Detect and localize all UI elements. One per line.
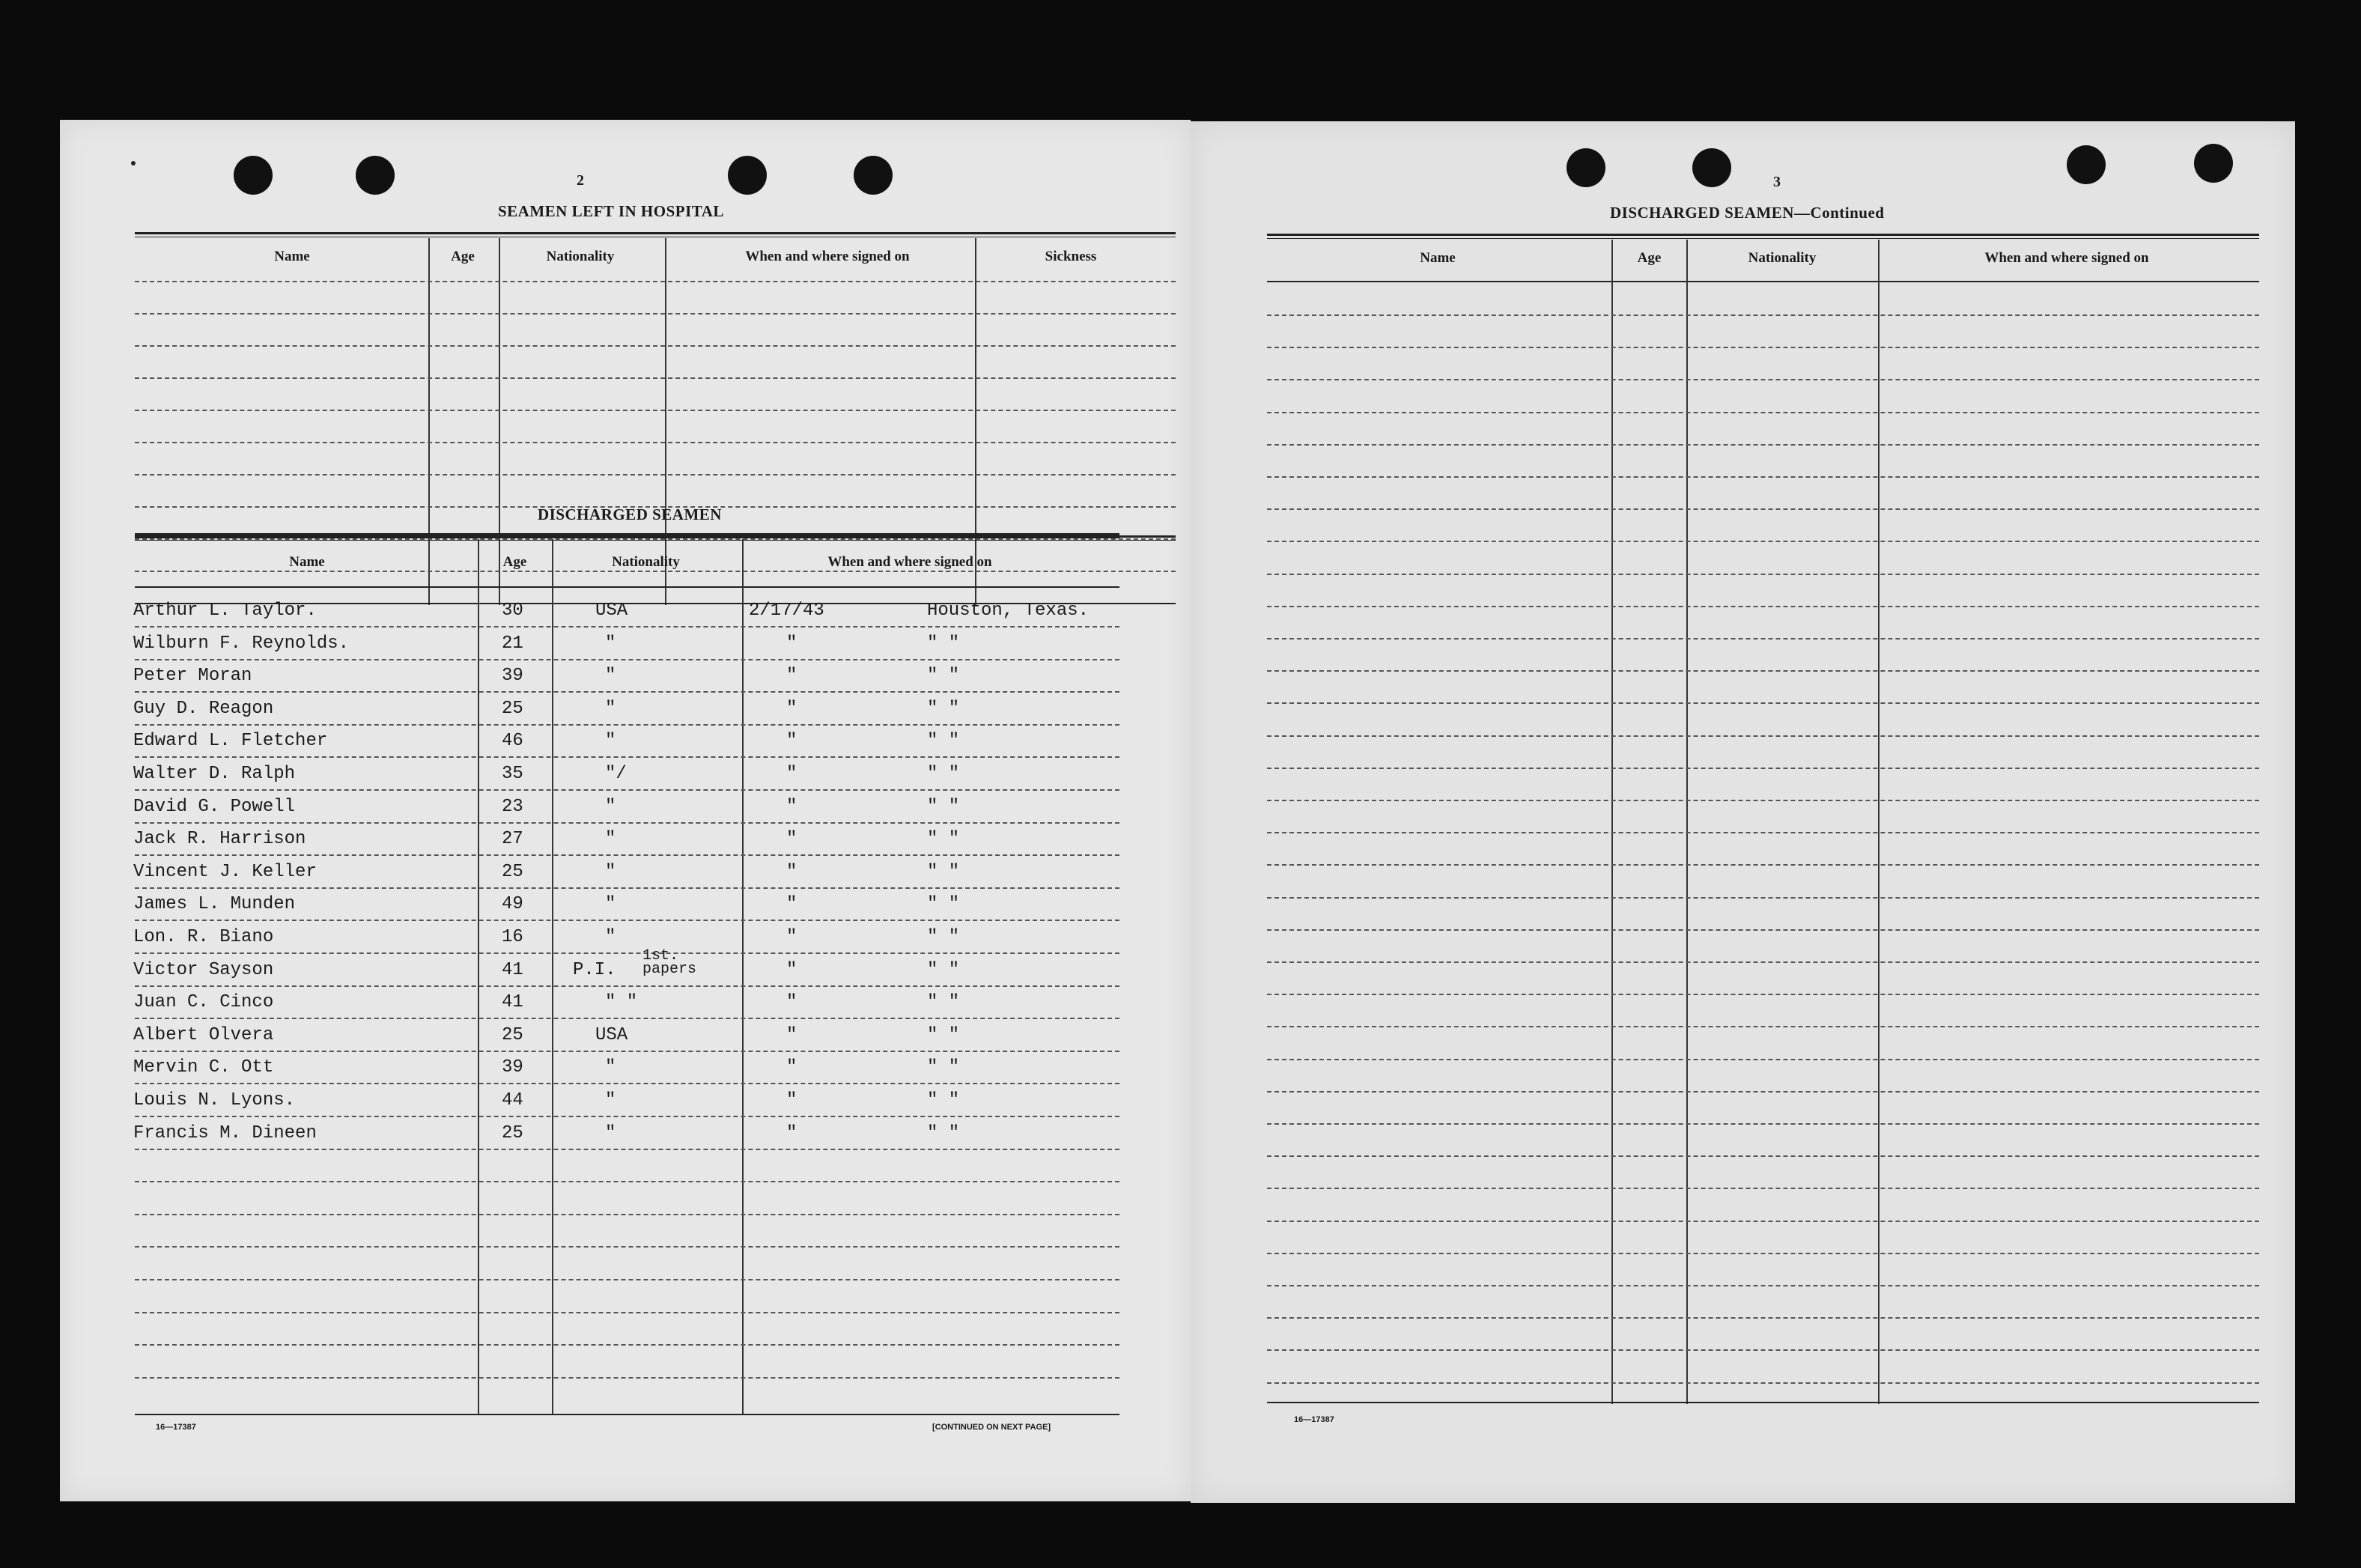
column-divider bbox=[499, 238, 500, 605]
seaman-nationality: " bbox=[605, 1122, 616, 1143]
seaman-nationality: " bbox=[605, 1090, 616, 1110]
seaman-nationality: " bbox=[605, 698, 616, 719]
row-rule bbox=[1267, 606, 2259, 607]
row-rule bbox=[135, 691, 1119, 693]
row-rule bbox=[135, 756, 1119, 758]
seaman-name: Mervin C. Ott bbox=[133, 1057, 274, 1078]
signed-on-date: " bbox=[786, 731, 797, 752]
seaman-age: 16 bbox=[502, 927, 523, 947]
signed-on-place: " " bbox=[927, 698, 960, 719]
signed-on-place: " " bbox=[927, 894, 960, 915]
seaman-nationality: " bbox=[605, 829, 616, 850]
row-rule bbox=[1267, 800, 2259, 801]
column-divider bbox=[975, 238, 976, 605]
row-rule bbox=[1267, 1155, 2259, 1157]
table-top-rule bbox=[135, 540, 1176, 541]
column-header: Sickness bbox=[1045, 249, 1097, 264]
seaman-age: 41 bbox=[502, 959, 523, 980]
signed-on-date: " bbox=[786, 633, 797, 654]
signed-on-date: " bbox=[786, 861, 797, 882]
row-rule bbox=[135, 920, 1119, 921]
signed-on-place: " " bbox=[927, 764, 960, 784]
seaman-nationality: " bbox=[605, 1057, 616, 1078]
seaman-nationality: P.I. bbox=[573, 959, 616, 980]
row-rule bbox=[135, 659, 1119, 660]
punch-hole bbox=[2067, 145, 2106, 184]
signed-on-date: " bbox=[786, 894, 797, 915]
row-rule bbox=[135, 410, 1176, 411]
signed-on-place: " " bbox=[927, 1090, 960, 1110]
column-divider bbox=[665, 238, 666, 605]
seaman-name: Francis M. Dineen bbox=[133, 1122, 317, 1143]
signed-on-place: " " bbox=[927, 1024, 960, 1045]
column-divider bbox=[478, 539, 479, 1415]
row-rule bbox=[1267, 702, 2259, 704]
row-rule bbox=[135, 854, 1119, 856]
row-rule bbox=[1267, 1317, 2259, 1319]
seaman-age: 21 bbox=[502, 633, 523, 654]
table-top-rule bbox=[135, 232, 1176, 234]
seaman-name: James L. Munden bbox=[133, 894, 296, 915]
row-rule bbox=[1267, 541, 2259, 542]
signed-on-date: 2/17/43 bbox=[749, 601, 824, 621]
row-rule bbox=[1267, 347, 2259, 348]
row-rule bbox=[1267, 864, 2259, 866]
seaman-age: 39 bbox=[502, 666, 523, 687]
column-divider bbox=[552, 539, 553, 1415]
signed-on-place: " " bbox=[927, 927, 960, 947]
signed-on-date: " bbox=[786, 764, 797, 784]
row-rule bbox=[135, 1083, 1119, 1084]
column-header: Nationality bbox=[612, 554, 680, 570]
table-top-rule bbox=[135, 533, 1119, 535]
row-rule bbox=[135, 626, 1119, 627]
column-divider bbox=[428, 238, 430, 605]
column-header: Name bbox=[274, 249, 310, 264]
continued-section-title: DISCHARGED SEAMEN—Continued bbox=[1610, 204, 1885, 222]
row-rule bbox=[135, 1344, 1119, 1346]
seaman-nationality: USA bbox=[595, 1024, 628, 1045]
row-rule bbox=[1267, 1285, 2259, 1286]
signed-on-place: " " bbox=[927, 861, 960, 882]
signed-on-date: " bbox=[786, 698, 797, 719]
row-rule bbox=[135, 313, 1176, 314]
signed-on-place: " " bbox=[927, 829, 960, 850]
signed-on-date: " bbox=[786, 1057, 797, 1078]
column-header: Age bbox=[1637, 250, 1662, 266]
seaman-age: 23 bbox=[502, 796, 523, 817]
row-rule bbox=[135, 985, 1119, 987]
row-rule bbox=[1267, 476, 2259, 478]
seaman-nationality: " bbox=[605, 731, 616, 752]
table-top-rule bbox=[1267, 238, 2259, 239]
seaman-name: Wilburn F. Reynolds. bbox=[133, 633, 350, 654]
row-rule bbox=[135, 1279, 1119, 1280]
seaman-nationality: " bbox=[605, 633, 616, 654]
row-rule bbox=[1267, 1382, 2259, 1384]
signed-on-date: " bbox=[786, 927, 797, 947]
row-rule bbox=[135, 1214, 1119, 1215]
column-header: When and where signed on bbox=[1984, 250, 2149, 266]
seaman-name: Arthur L. Taylor. bbox=[133, 601, 317, 621]
signed-on-place: " " bbox=[927, 796, 960, 817]
punch-hole bbox=[1692, 148, 1731, 187]
seaman-age: 25 bbox=[502, 1024, 523, 1045]
row-rule bbox=[135, 952, 1119, 954]
seaman-age: 44 bbox=[502, 1090, 523, 1110]
punch-hole bbox=[2194, 144, 2233, 183]
seaman-age: 46 bbox=[502, 731, 523, 752]
continued-note: [CONTINUED ON NEXT PAGE] bbox=[932, 1423, 1051, 1432]
column-divider bbox=[742, 539, 744, 1415]
row-rule bbox=[1267, 638, 2259, 639]
seaman-nationality: " bbox=[605, 894, 616, 915]
column-header: Name bbox=[289, 554, 325, 570]
signed-on-date: " bbox=[786, 796, 797, 817]
discharged-section-title: DISCHARGED SEAMEN bbox=[538, 505, 722, 523]
signed-on-date: " bbox=[786, 666, 797, 687]
seaman-age: 25 bbox=[502, 1122, 523, 1143]
column-header: Age bbox=[502, 554, 527, 570]
signed-on-date: " bbox=[786, 1122, 797, 1143]
signed-on-date: " bbox=[786, 829, 797, 850]
row-rule bbox=[1267, 1188, 2259, 1189]
seaman-name: Peter Moran bbox=[133, 666, 252, 687]
seaman-nationality: " bbox=[605, 927, 616, 947]
column-header: Nationality bbox=[546, 249, 615, 264]
seaman-name: Victor Sayson bbox=[133, 959, 274, 980]
seaman-name: Walter D. Ralph bbox=[133, 764, 296, 784]
signed-on-place: " " bbox=[927, 1057, 960, 1078]
column-header: Nationality bbox=[1748, 250, 1817, 266]
signed-on-place: " " bbox=[927, 666, 960, 687]
signed-on-place: " " bbox=[927, 959, 960, 980]
seaman-age: 27 bbox=[502, 829, 523, 850]
row-rule bbox=[135, 377, 1176, 379]
row-rule bbox=[1267, 508, 2259, 510]
column-divider bbox=[1686, 240, 1688, 1404]
table-top-rule bbox=[1267, 234, 2259, 236]
form-code: 16—17387 bbox=[1294, 1415, 1334, 1424]
row-rule bbox=[135, 822, 1119, 824]
signed-on-place: Houston, Texas. bbox=[927, 601, 1090, 621]
punch-hole bbox=[234, 156, 273, 195]
seaman-age: 25 bbox=[502, 698, 523, 719]
seaman-nationality: "/ bbox=[605, 764, 627, 784]
row-rule bbox=[1267, 961, 2259, 963]
seaman-age: 49 bbox=[502, 894, 523, 915]
row-rule bbox=[135, 1377, 1119, 1379]
nationality-note: 1st. papers bbox=[642, 946, 697, 978]
row-rule bbox=[135, 1018, 1119, 1019]
row-rule bbox=[1267, 412, 2259, 413]
row-rule bbox=[135, 789, 1119, 791]
row-rule bbox=[1267, 670, 2259, 672]
seaman-age: 39 bbox=[502, 1057, 523, 1078]
column-header: Age bbox=[451, 249, 475, 264]
seaman-age: 30 bbox=[502, 601, 523, 621]
punch-hole bbox=[356, 156, 395, 195]
row-rule bbox=[1267, 768, 2259, 769]
row-rule bbox=[1267, 1349, 2259, 1351]
signed-on-date: " bbox=[786, 992, 797, 1013]
signed-on-date: " bbox=[786, 1090, 797, 1110]
row-rule bbox=[135, 1181, 1119, 1182]
seaman-name: Edward L. Fletcher bbox=[133, 731, 328, 752]
row-rule bbox=[1267, 444, 2259, 446]
page-number: 3 bbox=[1773, 174, 1781, 190]
row-rule bbox=[135, 1116, 1119, 1117]
speck bbox=[131, 161, 136, 165]
seaman-name: Louis N. Lyons. bbox=[133, 1090, 296, 1110]
form-code: 16—17387 bbox=[156, 1423, 196, 1432]
header-rule bbox=[135, 586, 1119, 588]
signed-on-date: " bbox=[786, 1024, 797, 1045]
row-rule bbox=[1267, 929, 2259, 931]
seaman-nationality: " bbox=[605, 861, 616, 882]
row-rule bbox=[135, 1312, 1119, 1313]
row-rule bbox=[1267, 994, 2259, 995]
page-number: 2 bbox=[577, 172, 584, 189]
signed-on-place: " " bbox=[927, 633, 960, 654]
hospital-section-title: SEAMEN LEFT IN HOSPITAL bbox=[498, 202, 724, 220]
seaman-nationality: " bbox=[605, 796, 616, 817]
row-rule bbox=[1267, 897, 2259, 899]
row-rule bbox=[1267, 1123, 2259, 1125]
right-page bbox=[1191, 121, 2295, 1503]
row-rule bbox=[135, 474, 1176, 475]
row-rule bbox=[1267, 379, 2259, 380]
row-rule bbox=[135, 571, 1176, 572]
row-rule bbox=[1267, 832, 2259, 833]
row-rule bbox=[1267, 1026, 2259, 1027]
row-rule bbox=[135, 724, 1119, 726]
row-rule bbox=[135, 1149, 1119, 1150]
table-bottom-rule bbox=[1267, 1402, 2259, 1403]
row-rule bbox=[135, 281, 1176, 282]
signed-on-place: " " bbox=[927, 731, 960, 752]
column-divider bbox=[1878, 240, 1880, 1404]
row-rule bbox=[135, 887, 1119, 889]
signed-on-place: " " bbox=[927, 1122, 960, 1143]
seaman-nationality: " bbox=[605, 666, 616, 687]
column-divider bbox=[1611, 240, 1613, 1404]
signed-on-date: " bbox=[786, 959, 797, 980]
column-header: When and where signed on bbox=[827, 554, 992, 570]
punch-hole bbox=[854, 156, 893, 195]
row-rule bbox=[135, 1051, 1119, 1052]
seaman-age: 41 bbox=[502, 992, 523, 1013]
seaman-name: Jack R. Harrison bbox=[133, 829, 306, 850]
row-rule bbox=[1267, 314, 2259, 316]
seaman-nationality: USA bbox=[595, 601, 628, 621]
row-rule bbox=[1267, 574, 2259, 575]
seaman-nationality: " " bbox=[605, 992, 638, 1013]
seaman-name: Albert Olvera bbox=[133, 1024, 274, 1045]
seaman-name: Guy D. Reagon bbox=[133, 698, 274, 719]
seaman-name: David G. Powell bbox=[133, 796, 296, 817]
column-header: When and where signed on bbox=[745, 249, 910, 264]
row-rule bbox=[1267, 735, 2259, 737]
table-bottom-rule bbox=[135, 1414, 1119, 1415]
row-rule bbox=[1267, 1253, 2259, 1254]
column-header: Name bbox=[1420, 250, 1456, 266]
seaman-name: Juan C. Cinco bbox=[133, 992, 274, 1013]
row-rule bbox=[1267, 1221, 2259, 1222]
row-rule bbox=[135, 442, 1176, 443]
row-rule bbox=[135, 1246, 1119, 1248]
seaman-name: Lon. R. Biano bbox=[133, 927, 274, 947]
signed-on-place: " " bbox=[927, 992, 960, 1013]
row-rule bbox=[1267, 1059, 2259, 1060]
row-rule bbox=[1267, 1091, 2259, 1093]
seaman-name: Vincent J. Keller bbox=[133, 861, 317, 882]
punch-hole bbox=[1567, 148, 1605, 187]
header-rule bbox=[1267, 281, 2259, 282]
row-rule bbox=[135, 345, 1176, 347]
punch-hole bbox=[728, 156, 767, 195]
seaman-age: 35 bbox=[502, 764, 523, 784]
seaman-age: 25 bbox=[502, 861, 523, 882]
